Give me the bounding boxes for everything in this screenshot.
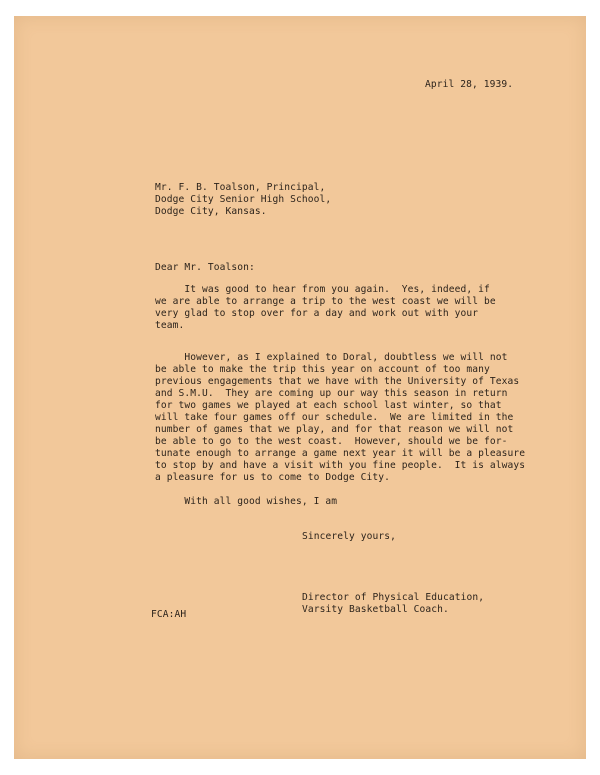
paragraph-line: very glad to stop over for a day and work out with your [155, 308, 479, 319]
address-line: Dodge City Senior High School, [155, 194, 332, 205]
salutation: Dear Mr. Toalson: [155, 262, 255, 273]
paragraph-line: previous engagements that we have with the University of Texas [155, 376, 520, 387]
complimentary-closing: Sincerely yours, [302, 531, 397, 542]
paragraph-line: With all good wishes, I am [155, 496, 338, 507]
paragraph-line: and S.M.U. They are coming up our way this season in return [155, 388, 508, 399]
paragraph-line: However, as I explained to Doral, doubtless we will not [155, 352, 508, 363]
paragraph-line: team. [155, 320, 185, 331]
signature-title: Varsity Basketball Coach. [302, 604, 449, 615]
reference-initials: FCA:AH [151, 609, 187, 620]
paragraph-line: we are able to arrange a trip to the west coast we will be [155, 296, 496, 307]
paragraph-line: It was good to hear from you again. Yes, indeed, if [155, 284, 490, 295]
paragraph-line: number of games that we play, and for that reason we will not [155, 424, 514, 435]
signature-title: Director of Physical Education, [302, 592, 485, 603]
address-line: Mr. F. B. Toalson, Principal, [155, 182, 326, 193]
paragraph-line: a pleasure for us to come to Dodge City. [155, 472, 391, 483]
paragraph-line: for two games we played at each school last winter, so that [155, 400, 502, 411]
paragraph-line: be able to go to the west coast. However, should we be for- [155, 436, 508, 447]
letter-date: April 28, 1939. [425, 79, 514, 90]
paragraph-line: will take four games off our schedule. We are limited in the [155, 412, 514, 423]
address-line: Dodge City, Kansas. [155, 206, 267, 217]
paragraph-line: be able to make the trip this year on account of too many [155, 364, 490, 375]
paragraph-line: to stop by and have a visit with you fine people. It is always [155, 460, 526, 471]
paragraph-line: tunate enough to arrange a game next year it will be a pleasure [155, 448, 526, 459]
